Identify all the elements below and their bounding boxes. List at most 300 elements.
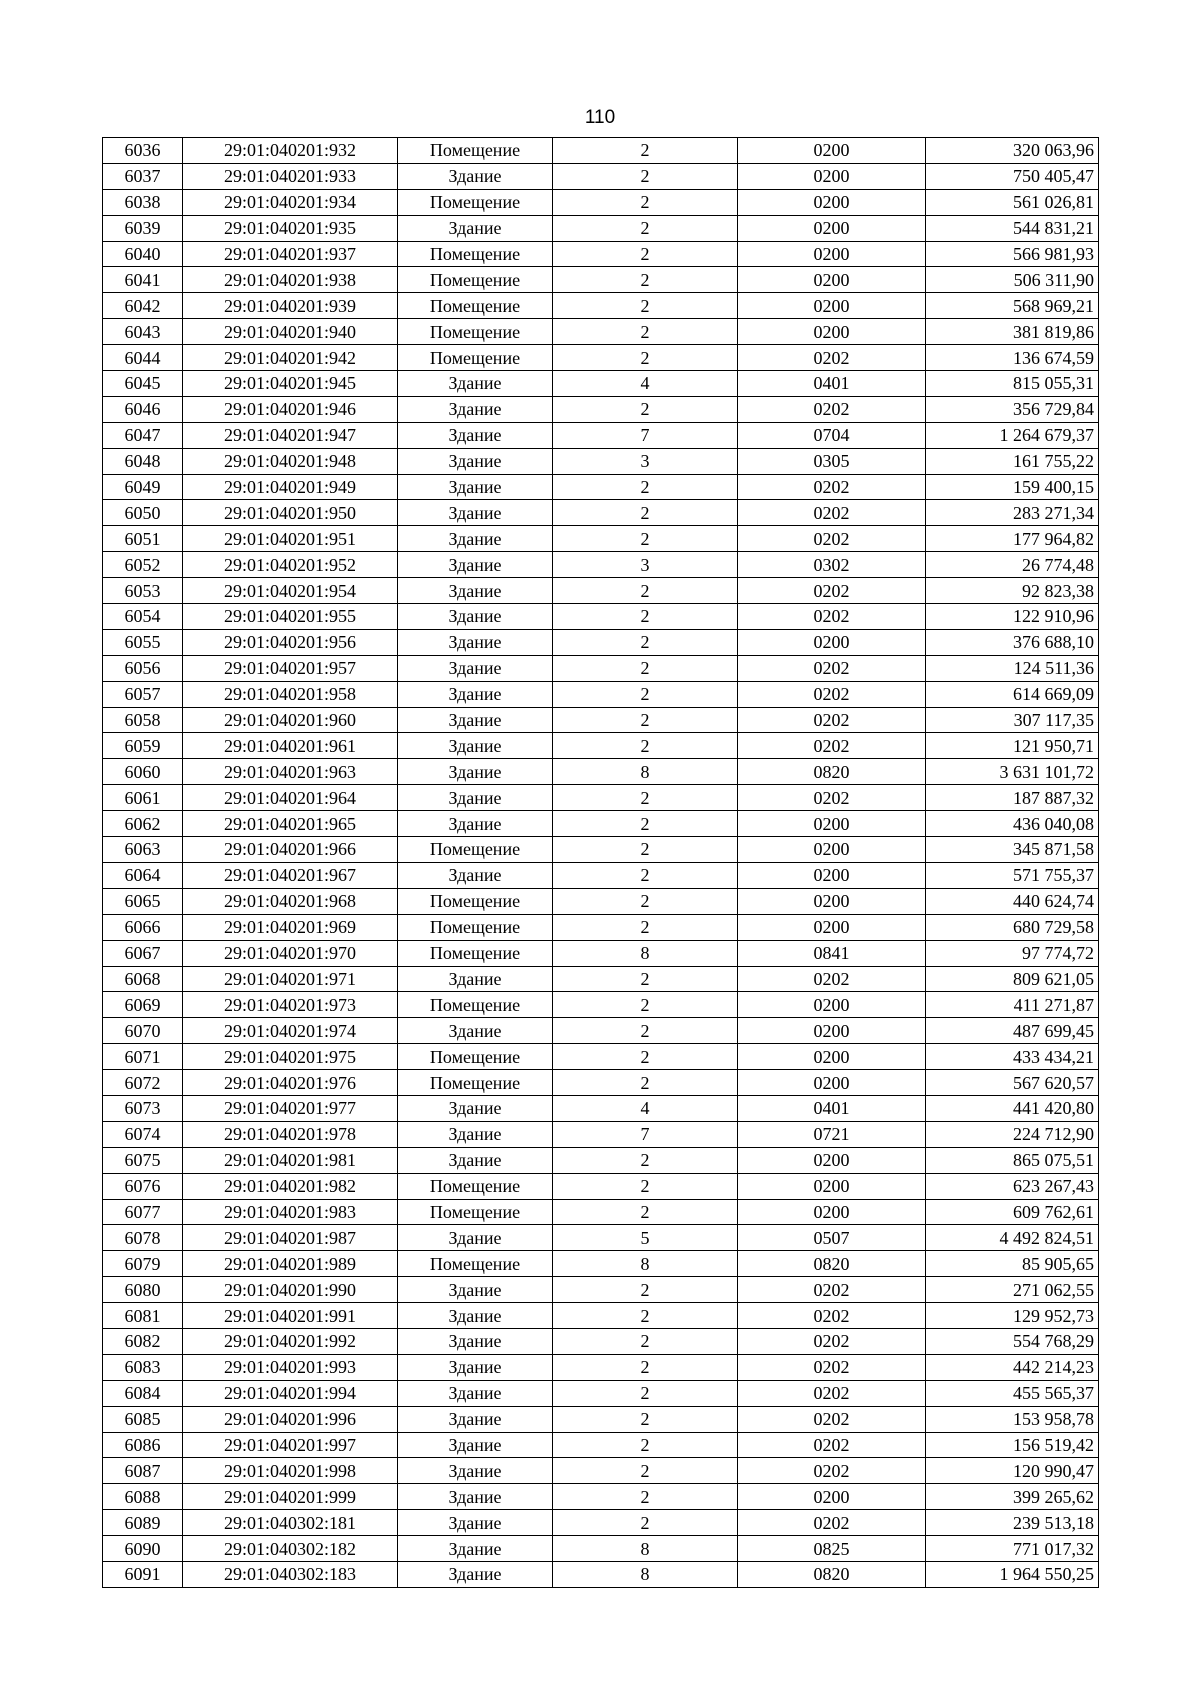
cadastral-value-cell: 750 405,47: [926, 163, 1099, 189]
group-number-cell: 4: [553, 1095, 738, 1121]
group-number-cell: 2: [553, 681, 738, 707]
cadastral-number-cell: 29:01:040201:948: [183, 448, 398, 474]
object-type-cell: Помещение: [398, 1173, 553, 1199]
table-row: [103, 940, 1099, 966]
group-number-cell: 7: [553, 422, 738, 448]
object-type-cell: Здание: [398, 1536, 553, 1562]
cadastral-value-cell: 544 831,21: [926, 215, 1099, 241]
table-row: [103, 1225, 1099, 1251]
row-number-cell: 6051: [103, 526, 183, 552]
group-number-cell: 2: [553, 396, 738, 422]
cadastral-number-cell: 29:01:040201:949: [183, 474, 398, 500]
group-number-cell: 2: [553, 1406, 738, 1432]
group-number-cell: 8: [553, 940, 738, 966]
group-number-cell: 2: [553, 1044, 738, 1070]
group-number-cell: 2: [553, 1070, 738, 1096]
cadastral-number-cell: 29:01:040201:970: [183, 940, 398, 966]
row-number-cell: 6042: [103, 293, 183, 319]
table-row: [103, 1561, 1099, 1587]
table-row: [103, 215, 1099, 241]
subgroup-code-cell: 0200: [738, 862, 926, 888]
table-row: [103, 241, 1099, 267]
object-type-cell: Здание: [398, 1277, 553, 1303]
object-type-cell: Здание: [398, 1328, 553, 1354]
object-type-cell: Помещение: [398, 992, 553, 1018]
object-type-cell: Помещение: [398, 293, 553, 319]
table-row: [103, 707, 1099, 733]
cadastral-value-cell: 26 774,48: [926, 552, 1099, 578]
cadastral-value-cell: 85 905,65: [926, 1251, 1099, 1277]
cadastral-number-cell: 29:01:040201:966: [183, 837, 398, 863]
cadastral-value-cell: 92 823,38: [926, 578, 1099, 604]
cadastral-number-cell: 29:01:040201:955: [183, 604, 398, 630]
cadastral-value-cell: 442 214,23: [926, 1354, 1099, 1380]
table-row: [103, 811, 1099, 837]
cadastral-number-cell: 29:01:040201:968: [183, 888, 398, 914]
row-number-cell: 6090: [103, 1536, 183, 1562]
subgroup-code-cell: 0704: [738, 422, 926, 448]
row-number-cell: 6050: [103, 500, 183, 526]
row-number-cell: 6085: [103, 1406, 183, 1432]
subgroup-code-cell: 0302: [738, 552, 926, 578]
cadastral-value-cell: 271 062,55: [926, 1277, 1099, 1303]
cadastral-number-cell: 29:01:040201:946: [183, 396, 398, 422]
group-number-cell: 2: [553, 578, 738, 604]
group-number-cell: 2: [553, 862, 738, 888]
cadastral-number-cell: 29:01:040201:982: [183, 1173, 398, 1199]
table-row: [103, 604, 1099, 630]
row-number-cell: 6068: [103, 966, 183, 992]
object-type-cell: Помещение: [398, 940, 553, 966]
object-type-cell: Помещение: [398, 345, 553, 371]
subgroup-code-cell: 0305: [738, 448, 926, 474]
subgroup-code-cell: 0202: [738, 1277, 926, 1303]
row-number-cell: 6063: [103, 837, 183, 863]
group-number-cell: 3: [553, 448, 738, 474]
row-number-cell: 6091: [103, 1561, 183, 1587]
row-number-cell: 6071: [103, 1044, 183, 1070]
table-row: [103, 1070, 1099, 1096]
table-row: [103, 888, 1099, 914]
cadastral-number-cell: 29:01:040302:182: [183, 1536, 398, 1562]
table-row: [103, 1121, 1099, 1147]
row-number-cell: 6038: [103, 189, 183, 215]
cadastral-value-cell: 809 621,05: [926, 966, 1099, 992]
object-type-cell: Здание: [398, 578, 553, 604]
cadastral-value-cell: 376 688,10: [926, 629, 1099, 655]
cadastral-number-cell: 29:01:040201:971: [183, 966, 398, 992]
cadastral-number-cell: 29:01:040201:976: [183, 1070, 398, 1096]
group-number-cell: 2: [553, 1484, 738, 1510]
table-row: [103, 578, 1099, 604]
object-type-cell: Здание: [398, 785, 553, 811]
subgroup-code-cell: 0200: [738, 293, 926, 319]
cadastral-value-cell: 283 271,34: [926, 500, 1099, 526]
row-number-cell: 6041: [103, 267, 183, 293]
table-row: [103, 474, 1099, 500]
group-number-cell: 2: [553, 1380, 738, 1406]
group-number-cell: 2: [553, 1199, 738, 1225]
cadastral-number-cell: 29:01:040201:975: [183, 1044, 398, 1070]
subgroup-code-cell: 0820: [738, 1561, 926, 1587]
cadastral-number-cell: 29:01:040201:957: [183, 655, 398, 681]
subgroup-code-cell: 0202: [738, 966, 926, 992]
table-row: [103, 138, 1099, 164]
table-row: [103, 1380, 1099, 1406]
object-type-cell: Здание: [398, 1354, 553, 1380]
object-type-cell: Здание: [398, 1147, 553, 1173]
group-number-cell: 2: [553, 319, 738, 345]
group-number-cell: 2: [553, 526, 738, 552]
row-number-cell: 6086: [103, 1432, 183, 1458]
row-number-cell: 6076: [103, 1173, 183, 1199]
object-type-cell: Помещение: [398, 1199, 553, 1225]
cadastral-number-cell: 29:01:040302:181: [183, 1510, 398, 1536]
group-number-cell: 2: [553, 163, 738, 189]
table-row: [103, 1484, 1099, 1510]
table-row: [103, 163, 1099, 189]
subgroup-code-cell: 0200: [738, 1070, 926, 1096]
subgroup-code-cell: 0200: [738, 629, 926, 655]
cadastral-value-cell: 124 511,36: [926, 655, 1099, 681]
row-number-cell: 6074: [103, 1121, 183, 1147]
table-row: [103, 785, 1099, 811]
subgroup-code-cell: 0202: [738, 1328, 926, 1354]
object-type-cell: Здание: [398, 526, 553, 552]
subgroup-code-cell: 0202: [738, 578, 926, 604]
table-row: [103, 448, 1099, 474]
row-number-cell: 6084: [103, 1380, 183, 1406]
group-number-cell: 2: [553, 267, 738, 293]
group-number-cell: 2: [553, 888, 738, 914]
cadastral-number-cell: 29:01:040201:983: [183, 1199, 398, 1225]
group-number-cell: 8: [553, 1251, 738, 1277]
table-row: [103, 862, 1099, 888]
row-number-cell: 6037: [103, 163, 183, 189]
group-number-cell: 2: [553, 1510, 738, 1536]
row-number-cell: 6088: [103, 1484, 183, 1510]
subgroup-code-cell: 0401: [738, 1095, 926, 1121]
group-number-cell: 2: [553, 992, 738, 1018]
cadastral-number-cell: 29:01:040201:960: [183, 707, 398, 733]
table-row: [103, 1536, 1099, 1562]
row-number-cell: 6082: [103, 1328, 183, 1354]
object-type-cell: Помещение: [398, 1251, 553, 1277]
group-number-cell: 2: [553, 1018, 738, 1044]
subgroup-code-cell: 0200: [738, 914, 926, 940]
subgroup-code-cell: 0200: [738, 1199, 926, 1225]
table-row: [103, 966, 1099, 992]
object-type-cell: Помещение: [398, 888, 553, 914]
subgroup-code-cell: 0200: [738, 1044, 926, 1070]
cadastral-number-cell: 29:01:040201:964: [183, 785, 398, 811]
group-number-cell: 2: [553, 1303, 738, 1329]
subgroup-code-cell: 0200: [738, 992, 926, 1018]
object-type-cell: Здание: [398, 1095, 553, 1121]
subgroup-code-cell: 0721: [738, 1121, 926, 1147]
cadastral-number-cell: 29:01:040201:991: [183, 1303, 398, 1329]
subgroup-code-cell: 0200: [738, 811, 926, 837]
group-number-cell: 2: [553, 474, 738, 500]
row-number-cell: 6077: [103, 1199, 183, 1225]
cadastral-value-cell: 187 887,32: [926, 785, 1099, 811]
row-number-cell: 6054: [103, 604, 183, 630]
subgroup-code-cell: 0820: [738, 759, 926, 785]
group-number-cell: 2: [553, 189, 738, 215]
cadastral-value-cell: 506 311,90: [926, 267, 1099, 293]
subgroup-code-cell: 0200: [738, 1484, 926, 1510]
subgroup-code-cell: 0202: [738, 707, 926, 733]
row-number-cell: 6056: [103, 655, 183, 681]
group-number-cell: 8: [553, 1536, 738, 1562]
cadastral-number-cell: 29:01:040201:937: [183, 241, 398, 267]
table-row: [103, 500, 1099, 526]
object-type-cell: Здание: [398, 966, 553, 992]
object-type-cell: Помещение: [398, 1044, 553, 1070]
table-row: [103, 1510, 1099, 1536]
group-number-cell: 8: [553, 759, 738, 785]
cadastral-number-cell: 29:01:040302:183: [183, 1561, 398, 1587]
row-number-cell: 6087: [103, 1458, 183, 1484]
subgroup-code-cell: 0202: [738, 500, 926, 526]
cadastral-value-cell: 566 981,93: [926, 241, 1099, 267]
group-number-cell: 2: [553, 241, 738, 267]
group-number-cell: 2: [553, 785, 738, 811]
cadastral-number-cell: 29:01:040201:945: [183, 371, 398, 397]
object-type-cell: Здание: [398, 655, 553, 681]
row-number-cell: 6073: [103, 1095, 183, 1121]
subgroup-code-cell: 0202: [738, 1354, 926, 1380]
group-number-cell: 2: [553, 1354, 738, 1380]
table-row: [103, 552, 1099, 578]
group-number-cell: 2: [553, 1328, 738, 1354]
group-number-cell: 2: [553, 707, 738, 733]
object-type-cell: Здание: [398, 1510, 553, 1536]
cadastral-number-cell: 29:01:040201:994: [183, 1380, 398, 1406]
cadastral-number-cell: 29:01:040201:940: [183, 319, 398, 345]
page-number: 110: [584, 107, 616, 128]
object-type-cell: Здание: [398, 629, 553, 655]
group-number-cell: 2: [553, 500, 738, 526]
subgroup-code-cell: 0825: [738, 1536, 926, 1562]
row-number-cell: 6070: [103, 1018, 183, 1044]
object-type-cell: Здание: [398, 396, 553, 422]
table-row: [103, 319, 1099, 345]
table-row: [103, 681, 1099, 707]
object-type-cell: Помещение: [398, 914, 553, 940]
cadastral-value-cell: 356 729,84: [926, 396, 1099, 422]
subgroup-code-cell: 0841: [738, 940, 926, 966]
row-number-cell: 6044: [103, 345, 183, 371]
cadastral-number-cell: 29:01:040201:958: [183, 681, 398, 707]
group-number-cell: 2: [553, 811, 738, 837]
table-row: [103, 733, 1099, 759]
subgroup-code-cell: 0202: [738, 1303, 926, 1329]
group-number-cell: 2: [553, 138, 738, 164]
subgroup-code-cell: 0200: [738, 319, 926, 345]
object-type-cell: Помещение: [398, 319, 553, 345]
subgroup-code-cell: 0200: [738, 215, 926, 241]
object-type-cell: Помещение: [398, 138, 553, 164]
cadastral-value-cell: 399 265,62: [926, 1484, 1099, 1510]
cadastral-value-cell: 571 755,37: [926, 862, 1099, 888]
object-type-cell: Здание: [398, 448, 553, 474]
group-number-cell: 8: [553, 1561, 738, 1587]
table-row: [103, 1173, 1099, 1199]
cadastral-number-cell: 29:01:040201:997: [183, 1432, 398, 1458]
object-type-cell: Здание: [398, 1406, 553, 1432]
group-number-cell: 2: [553, 1277, 738, 1303]
object-type-cell: Здание: [398, 862, 553, 888]
object-type-cell: Здание: [398, 1458, 553, 1484]
table-row: [103, 759, 1099, 785]
cadastral-number-cell: 29:01:040201:992: [183, 1328, 398, 1354]
group-number-cell: 2: [553, 733, 738, 759]
cadastral-value-cell: 4 492 824,51: [926, 1225, 1099, 1251]
cadastral-value-cell: 122 910,96: [926, 604, 1099, 630]
table-row: [103, 1432, 1099, 1458]
group-number-cell: 3: [553, 552, 738, 578]
cadastral-value-cell: 239 513,18: [926, 1510, 1099, 1536]
row-number-cell: 6048: [103, 448, 183, 474]
cadastral-value-cell: 129 952,73: [926, 1303, 1099, 1329]
subgroup-code-cell: 0202: [738, 474, 926, 500]
cadastral-number-cell: 29:01:040201:952: [183, 552, 398, 578]
table-row: [103, 293, 1099, 319]
table-row: [103, 1458, 1099, 1484]
table-row: [103, 914, 1099, 940]
cadastral-number-cell: 29:01:040201:998: [183, 1458, 398, 1484]
table-row: [103, 1018, 1099, 1044]
cadastral-number-cell: 29:01:040201:969: [183, 914, 398, 940]
row-number-cell: 6081: [103, 1303, 183, 1329]
cadastral-number-cell: 29:01:040201:993: [183, 1354, 398, 1380]
table-row: [103, 837, 1099, 863]
cadastral-value-cell: 487 699,45: [926, 1018, 1099, 1044]
table-row: [103, 345, 1099, 371]
cadastral-value-cell: 1 264 679,37: [926, 422, 1099, 448]
cadastral-value-cell: 433 434,21: [926, 1044, 1099, 1070]
object-type-cell: Здание: [398, 707, 553, 733]
group-number-cell: 2: [553, 655, 738, 681]
cadastral-value-cell: 136 674,59: [926, 345, 1099, 371]
object-type-cell: Здание: [398, 1561, 553, 1587]
cadastral-value-cell: 3 631 101,72: [926, 759, 1099, 785]
row-number-cell: 6060: [103, 759, 183, 785]
subgroup-code-cell: 0202: [738, 1406, 926, 1432]
cadastral-value-cell: 441 420,80: [926, 1095, 1099, 1121]
object-type-cell: Здание: [398, 733, 553, 759]
cadastral-number-cell: 29:01:040201:956: [183, 629, 398, 655]
cadastral-value-cell: 161 755,22: [926, 448, 1099, 474]
row-number-cell: 6052: [103, 552, 183, 578]
cadastral-value-cell: 381 819,86: [926, 319, 1099, 345]
subgroup-code-cell: 0200: [738, 837, 926, 863]
table-row: [103, 655, 1099, 681]
row-number-cell: 6065: [103, 888, 183, 914]
row-number-cell: 6062: [103, 811, 183, 837]
table-row: [103, 1303, 1099, 1329]
object-type-cell: Помещение: [398, 189, 553, 215]
cadastral-number-cell: 29:01:040201:973: [183, 992, 398, 1018]
object-type-cell: Здание: [398, 811, 553, 837]
group-number-cell: 2: [553, 345, 738, 371]
cadastral-value-cell: 97 774,72: [926, 940, 1099, 966]
subgroup-code-cell: 0200: [738, 888, 926, 914]
table-row: [103, 189, 1099, 215]
cadastral-number-cell: 29:01:040201:963: [183, 759, 398, 785]
table-row: [103, 1251, 1099, 1277]
cadastral-number-cell: 29:01:040201:981: [183, 1147, 398, 1173]
table-row: [103, 267, 1099, 293]
cadastral-number-cell: 29:01:040201:933: [183, 163, 398, 189]
row-number-cell: 6072: [103, 1070, 183, 1096]
subgroup-code-cell: 0202: [738, 1510, 926, 1536]
group-number-cell: 2: [553, 837, 738, 863]
row-number-cell: 6067: [103, 940, 183, 966]
cadastral-number-cell: 29:01:040201:932: [183, 138, 398, 164]
cadastral-number-cell: 29:01:040201:978: [183, 1121, 398, 1147]
group-number-cell: 2: [553, 1458, 738, 1484]
group-number-cell: 2: [553, 1147, 738, 1173]
subgroup-code-cell: 0507: [738, 1225, 926, 1251]
row-number-cell: 6083: [103, 1354, 183, 1380]
group-number-cell: 7: [553, 1121, 738, 1147]
subgroup-code-cell: 0202: [738, 345, 926, 371]
cadastral-number-cell: 29:01:040201:987: [183, 1225, 398, 1251]
cadastral-value-cell: 345 871,58: [926, 837, 1099, 863]
subgroup-code-cell: 0202: [738, 785, 926, 811]
row-number-cell: 6079: [103, 1251, 183, 1277]
cadastral-value-cell: 623 267,43: [926, 1173, 1099, 1199]
object-type-cell: Здание: [398, 422, 553, 448]
group-number-cell: 2: [553, 1432, 738, 1458]
subgroup-code-cell: 0202: [738, 526, 926, 552]
row-number-cell: 6078: [103, 1225, 183, 1251]
cadastral-value-cell: 680 729,58: [926, 914, 1099, 940]
object-type-cell: Здание: [398, 681, 553, 707]
subgroup-code-cell: 0200: [738, 1018, 926, 1044]
row-number-cell: 6075: [103, 1147, 183, 1173]
group-number-cell: 2: [553, 966, 738, 992]
cadastral-value-cell: 455 565,37: [926, 1380, 1099, 1406]
row-number-cell: 6040: [103, 241, 183, 267]
row-number-cell: 6047: [103, 422, 183, 448]
cadastral-value-cell: 568 969,21: [926, 293, 1099, 319]
table-row: [103, 422, 1099, 448]
group-number-cell: 2: [553, 629, 738, 655]
cadastral-number-cell: 29:01:040201:935: [183, 215, 398, 241]
cadastral-value-cell: 156 519,42: [926, 1432, 1099, 1458]
cadastral-number-cell: 29:01:040201:965: [183, 811, 398, 837]
row-number-cell: 6043: [103, 319, 183, 345]
subgroup-code-cell: 0200: [738, 138, 926, 164]
cadastral-number-cell: 29:01:040201:989: [183, 1251, 398, 1277]
cadastral-value-cell: 224 712,90: [926, 1121, 1099, 1147]
cadastral-number-cell: 29:01:040201:942: [183, 345, 398, 371]
subgroup-code-cell: 0401: [738, 371, 926, 397]
table-row: [103, 396, 1099, 422]
subgroup-code-cell: 0820: [738, 1251, 926, 1277]
group-number-cell: 2: [553, 914, 738, 940]
group-number-cell: 2: [553, 215, 738, 241]
row-number-cell: 6089: [103, 1510, 183, 1536]
cadastral-number-cell: 29:01:040201:934: [183, 189, 398, 215]
row-number-cell: 6080: [103, 1277, 183, 1303]
subgroup-code-cell: 0202: [738, 396, 926, 422]
cadastral-value-cell: 177 964,82: [926, 526, 1099, 552]
cadastral-number-cell: 29:01:040201:974: [183, 1018, 398, 1044]
